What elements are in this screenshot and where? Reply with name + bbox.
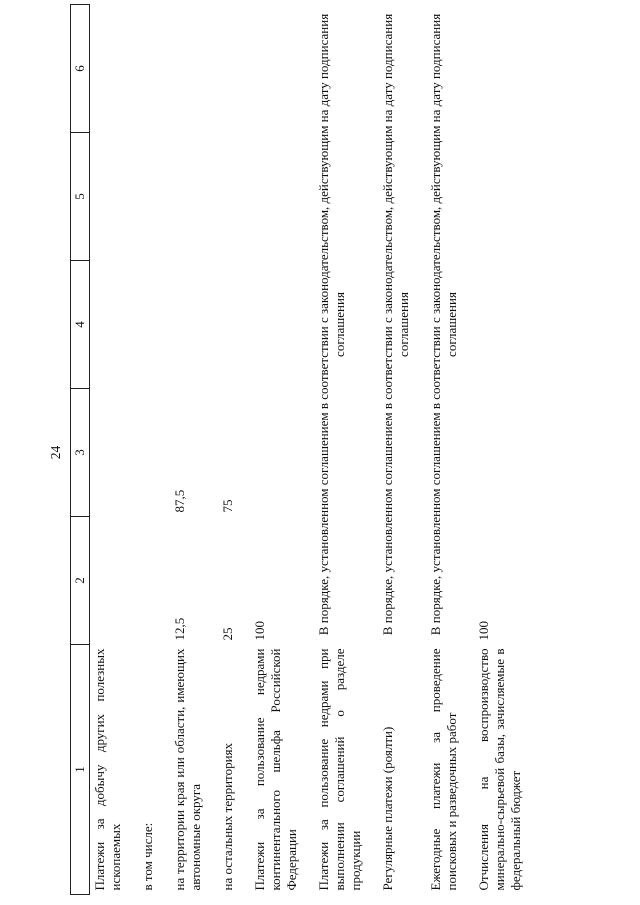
cell-col5: [218, 133, 250, 261]
cell-regional: [90, 389, 139, 517]
cell-col6: [250, 5, 314, 133]
cell-federal: 100: [252, 621, 267, 641]
row-label: на территории края или области, имеющих автономные округа: [172, 648, 203, 891]
row-label: Отчисления на воспроизводство минерально-сырьевой базы, зачисляемые в федеральный бюджет: [476, 648, 523, 891]
cell-col5: [170, 133, 218, 261]
cell-col6: [474, 5, 538, 133]
cell-federal: 12,5: [172, 617, 187, 641]
cell-col4: [218, 261, 250, 389]
cell-federal: 100: [476, 621, 491, 641]
cell-regional: [474, 389, 538, 517]
row-label: Платежи за добычу других полезных ископаемых: [92, 648, 123, 891]
table-row: [474, 5, 538, 895]
table-row: [426, 5, 474, 895]
column-header-2: 2: [71, 517, 90, 645]
cell-federal: 25: [220, 627, 235, 641]
cell-col5: [250, 133, 314, 261]
cell-federal: [90, 517, 139, 645]
cell-col5: [474, 133, 538, 261]
column-header-4: 4: [71, 261, 90, 389]
cell-col6: [218, 5, 250, 133]
table-row: [170, 5, 218, 895]
cell-regional: [250, 389, 314, 517]
row-label: Ежегодные платежи за проведение поисковых и разведочных работ: [428, 648, 459, 891]
cell-col4: [250, 261, 314, 389]
cell-federal: [138, 517, 170, 645]
row-label: Регулярные платежи (роялти): [380, 726, 395, 891]
column-number-header: [71, 5, 90, 895]
table-row: [314, 5, 378, 895]
budget-allocation-table: [70, 4, 538, 895]
cell-col4: [138, 261, 170, 389]
cell-col5: [90, 133, 139, 261]
spanning-note: В порядке, установленном соглашением в соответствии с законодательством, действующим на дату подписания соглашения: [316, 13, 347, 636]
cell-col6: [170, 5, 218, 133]
page-number: 24: [48, 445, 63, 460]
cell-col6: [90, 5, 139, 133]
column-header-6: 6: [71, 5, 90, 133]
column-header-5: 5: [71, 133, 90, 261]
cell-col5: [138, 133, 170, 261]
cell-regional: 87,5: [172, 489, 187, 513]
table-row: [138, 5, 170, 895]
table-row: [250, 5, 314, 895]
cell-col4: [170, 261, 218, 389]
spanning-note: В порядке, установленном соглашением в соответствии с законодательством, действующим на дату подписания соглашения: [380, 13, 411, 636]
cell-col4: [474, 261, 538, 389]
column-header-1: 1: [71, 645, 90, 895]
cell-regional: [138, 389, 170, 517]
row-label: в том числе:: [140, 822, 155, 891]
row-label: Платежи за пользование недрами при выполнении соглашений о разделе продукции: [316, 648, 363, 891]
table-row: [218, 5, 250, 895]
cell-regional: 75: [220, 499, 235, 513]
column-header-3: 3: [71, 389, 90, 517]
cell-col6: [138, 5, 170, 133]
table-row: [90, 5, 139, 895]
table-row: [378, 5, 426, 895]
cell-col4: [90, 261, 139, 389]
row-label: на остальных территориях: [220, 742, 235, 891]
spanning-note: В порядке, установленном соглашением в соответствии с законодательством, действующим на дату подписания соглашения: [428, 13, 459, 636]
row-label: Платежи за пользование недрами континентального шельфа Российской Федерации: [252, 648, 299, 891]
